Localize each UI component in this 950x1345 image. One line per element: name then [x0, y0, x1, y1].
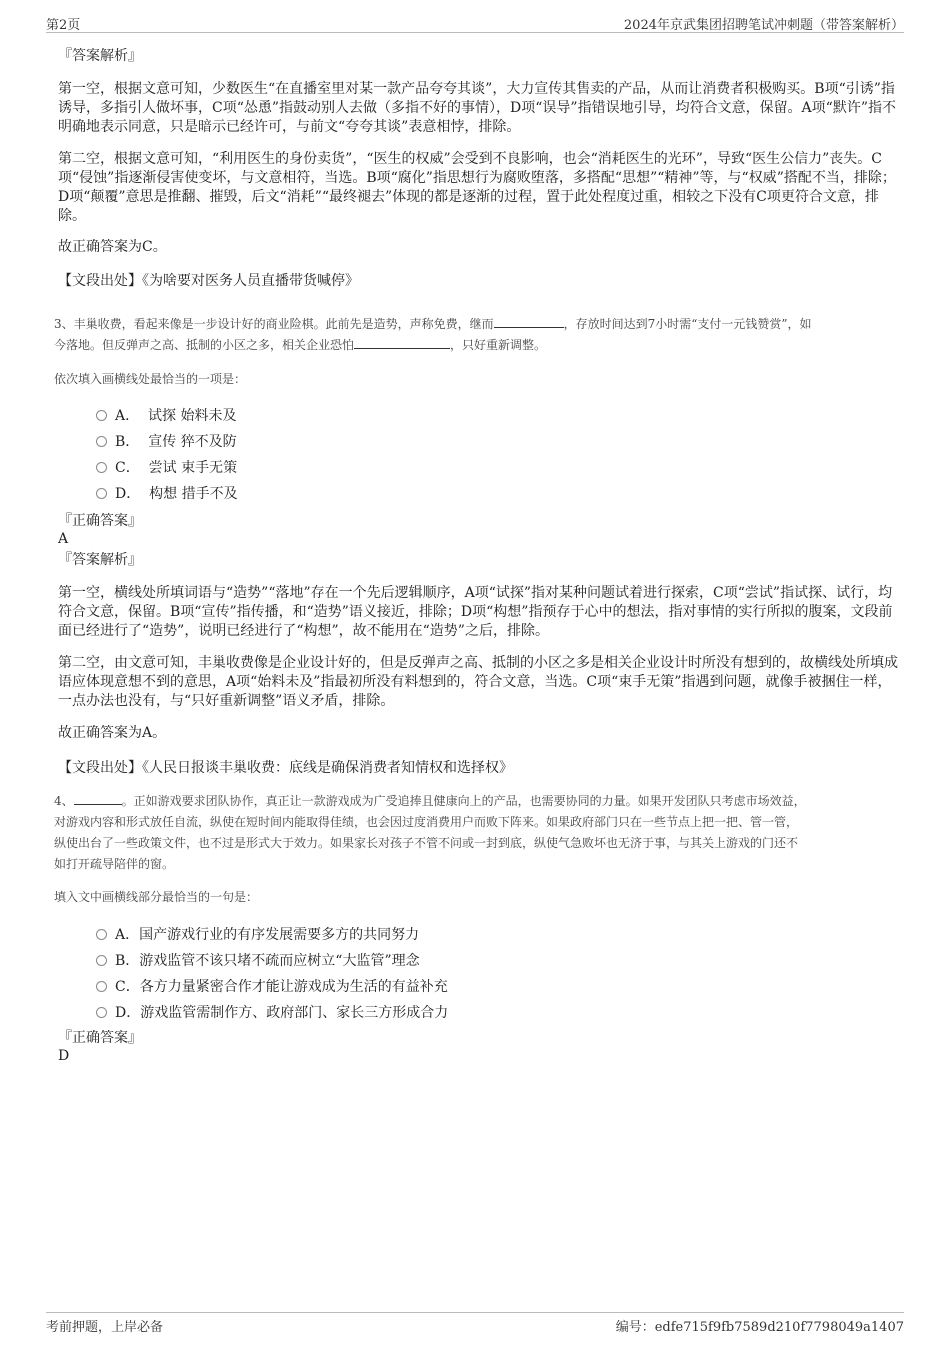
radio-icon[interactable] [96, 462, 107, 473]
q4-blank [74, 792, 122, 805]
q4-option-a[interactable]: A．国产游戏行业的有序发展需要多方的共同努力 [96, 924, 419, 944]
q3-option-c[interactable]: C． 尝试 束手无策 [96, 457, 237, 477]
q3-analysis-para1: 第一空，横线处所填词语与“造势”“落地”存在一个先后逻辑顺序，A项“试探”指对某种问题试着进行探索，C项“尝试”指试探、试行，均符合文意，保留。B项“宣传”指传播，和“造势”语义接近，排除；D项“构想”指预存于心中的想法，指对事情的实行所拟的腹案，文段前面已经进行了“造势”，说明已经进行了“构想”，故不能用在“造势”之后，排除。 [58, 585, 893, 639]
radio-icon[interactable] [96, 1007, 107, 1018]
q2-analysis-para2: 第二空，根据文意可知，“利用医生的身份卖货”，“医生的权威”会受到不良影响，也会“消耗医生的光环”，导致“医生公信力”丧失。C项“侵蚀”指逐渐侵害使变坏，与文意相符，当选。B项“腐化”指思想行为腐败堕落，多搭配“思想”“精神”等，与“权威”搭配不当，排除；D项“颠覆”意思是推翻、摧毁，后文“消耗”“最终褪去”体现的都是逐渐的过程，置于此处程度过重，相较之下没有C项更符合文意，排除。 [58, 151, 896, 224]
radio-icon[interactable] [96, 981, 107, 992]
radio-icon[interactable] [96, 436, 107, 447]
q3-answer: A [58, 531, 69, 547]
q3-option-b[interactable]: B． 宣传 猝不及防 [96, 431, 237, 451]
q4-answer-label: 『正确答案』 [58, 1030, 142, 1046]
q4-stem: 4、 。正如游戏要求团队协作，真正让一款游戏成为广受追捧且健康向上的产品，也需要协同的力量。如果开发团队只考虑市场效益， 对游戏内容和形式放任自流，纵使在短时间内能取得佳绩，也会因过度消费用户而败下阵来。如果政府部门只在一些节点上把一把、管一管， 纵使出台了一些政策文件，也不过是形式大于效力。如果家长对孩子不管不问或一封到底，纵使气急败坏也无济于事，与其关上游戏的门还不 如打开疏导陪伴的窗。 [54, 794, 806, 871]
q2-analysis-para1: 第一空，根据文意可知，少数医生“在直播室里对某一款产品夸夸其谈”，大力宣传其售卖的产品，从而让消费者积极购买。B项“引诱”指诱导，多指引人做坏事，C项“怂恿”指鼓动别人去做（多指不好的事情），D项“误导”指错误地引导，均符合文意，保留。A项“默许”指不明确地表示同意，只是暗示已经许可，与前文“夸夸其谈”表意相悖，排除。 [58, 81, 896, 135]
q3-option-d[interactable]: D． 构想 措手不及 [96, 483, 238, 503]
q3-analysis-label: 『答案解析』 [58, 552, 142, 568]
q2-analysis-label: 『答案解析』 [58, 48, 142, 64]
radio-icon[interactable] [96, 410, 107, 421]
page-footer [46, 1312, 904, 1336]
radio-icon[interactable] [96, 955, 107, 966]
q3-prompt: 依次填入画横线处最恰当的一项是： [54, 372, 247, 386]
q3-source: 【文段出处】《人民日报谈丰巢收费：底线是确保消费者知情权和选择权》 [58, 760, 513, 776]
page-header [46, 14, 904, 33]
q4-option-b[interactable]: B．游戏监管不该只堵不疏而应树立“大监管”理念 [96, 950, 420, 970]
footer-serial: 编号：edfe715f9fb7589d210f7798049a1407 [615, 1320, 904, 1335]
q3-answer-label: 『正确答案』 [58, 513, 142, 529]
q3-stem: 3、丰巢收费，看起来像是一步设计好的商业险棋。此前先是造势，声称免费，继而 ，存放时间达到7小时需“支付一元钱赞赏”，如 今落地。但反弹声之高、抵制的小区之多，相关企业恐怕 ，只好重新调整。 [54, 317, 812, 352]
q4-option-c[interactable]: C．各方力量紧密合作才能让游戏成为生活的有益补充 [96, 976, 448, 996]
q4-option-d[interactable]: D．游戏监管需制作方、政府部门、家长三方形成合力 [96, 1002, 448, 1022]
page-number: 第2页 [46, 18, 81, 33]
q3-conclusion: 故正确答案为A。 [58, 725, 167, 741]
radio-icon[interactable] [96, 488, 107, 499]
q2-source: 【文段出处】《为啥要对医务人员直播带货喊停》 [58, 273, 359, 289]
q4-answer: D [58, 1048, 70, 1064]
q2-conclusion: 故正确答案为C。 [58, 239, 167, 255]
document-title: 2024年京武集团招聘笔试冲刺题（带答案解析） [623, 18, 904, 33]
q3-analysis-para2: 第二空，由文意可知，丰巢收费像是企业设计好的，但是反弹声之高、抵制的小区之多是相关企业设计时所没有想到的，故横线处所填成语应体现意想不到的意思，A项“始料未及”指最初所没有料想到的，符合文意，当选。C项“束手无策”指遇到问题，就像手被捆住一样，一点办法也没有，与“只好重新调整”语义矛盾，排除。 [58, 655, 898, 709]
q3-blank-1 [494, 315, 564, 328]
footer-slogan: 考前押题，上岸必备 [46, 1320, 164, 1335]
radio-icon[interactable] [96, 929, 107, 940]
q3-option-a[interactable]: A． 试探 始料未及 [96, 405, 236, 425]
q3-blank-2 [354, 336, 450, 349]
q4-prompt: 填入文中画横线部分最恰当的一句是： [54, 890, 259, 904]
